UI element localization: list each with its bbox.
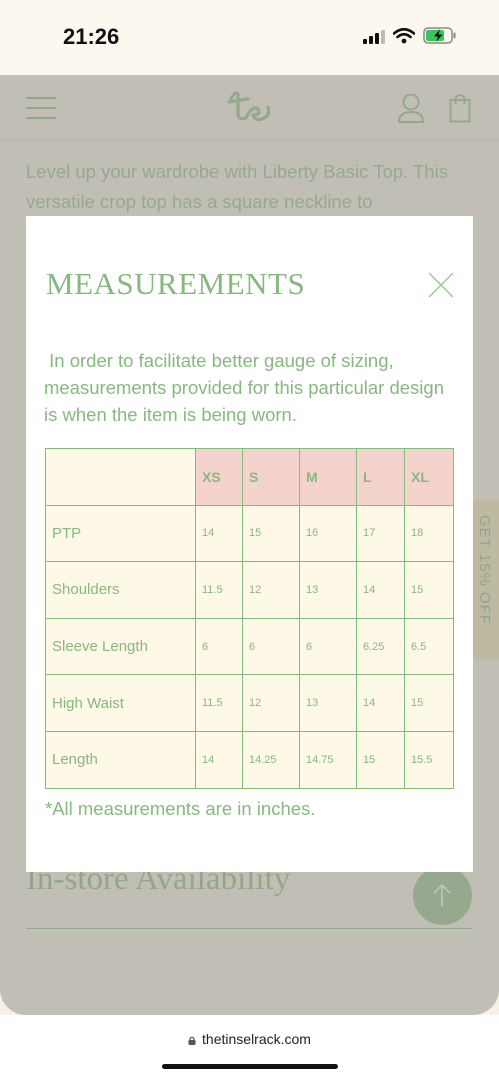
table-cell: 6: [300, 618, 357, 675]
table-header-row: [46, 449, 454, 506]
table-row: [46, 675, 454, 732]
status-bar: [0, 0, 499, 75]
table-cell: 6: [196, 618, 243, 675]
status-icons: [363, 27, 457, 44]
table-cell: 14: [196, 505, 243, 562]
table-cell: 6.5: [405, 618, 454, 675]
table-cell: 12: [243, 562, 300, 619]
table-cell: 16: [300, 505, 357, 562]
size-header-l: L: [357, 449, 405, 506]
lock-icon: [188, 1036, 196, 1045]
size-header-xl: XL: [405, 449, 454, 506]
row-label: High Waist: [46, 675, 196, 732]
size-header-s: S: [243, 449, 300, 506]
table-row: [46, 731, 454, 788]
modal-title: MEASUREMENTS: [46, 266, 306, 301]
table-cell: 14: [196, 731, 243, 788]
row-label: Shoulders: [46, 562, 196, 619]
table-header-cell: [46, 449, 196, 506]
table-cell: 14.25: [243, 731, 300, 788]
table-cell: 6.25: [357, 618, 405, 675]
browser-address-bar[interactable]: [0, 1015, 499, 1080]
status-time: 21:26: [63, 24, 120, 49]
table-cell: 12: [243, 675, 300, 732]
table-row: [46, 618, 454, 675]
table-cell: 15: [405, 562, 454, 619]
home-indicator[interactable]: [162, 1064, 338, 1069]
table-cell: 13: [300, 675, 357, 732]
table-cell: 11.5: [196, 675, 243, 732]
size-header-xs: XS: [196, 449, 243, 506]
size-header-m: M: [300, 449, 357, 506]
table-cell: 15: [405, 675, 454, 732]
table-row: [46, 562, 454, 619]
table-cell: 14.75: [300, 731, 357, 788]
table-cell: 15.5: [405, 731, 454, 788]
table-cell: 13: [300, 562, 357, 619]
wifi-icon: [393, 28, 415, 44]
row-label: Sleeve Length: [46, 618, 196, 675]
url-text: thetinselrack.com: [202, 1031, 311, 1047]
table-cell: 6: [243, 618, 300, 675]
url-display[interactable]: [0, 1031, 499, 1047]
table-cell: 17: [357, 505, 405, 562]
battery-charging-icon: [423, 27, 457, 44]
table-cell: 18: [405, 505, 454, 562]
table-cell: 15: [357, 731, 405, 788]
signal-icon: [363, 28, 385, 44]
table-cell: 14: [357, 562, 405, 619]
modal-footnote: *All measurements are in inches.: [45, 798, 316, 819]
close-icon[interactable]: [428, 272, 454, 298]
row-label: Length: [46, 731, 196, 788]
table-cell: 14: [357, 675, 405, 732]
row-label: PTP: [46, 505, 196, 562]
table-row: [46, 505, 454, 562]
modal-intro: In order to facilitate better gauge of sizing, measurements provided for this particular design is when the item is being worn.: [44, 350, 450, 425]
table-cell: 11.5: [196, 562, 243, 619]
measurements-modal: [26, 216, 473, 872]
size-chart-table: [45, 448, 454, 789]
table-cell: 15: [243, 505, 300, 562]
